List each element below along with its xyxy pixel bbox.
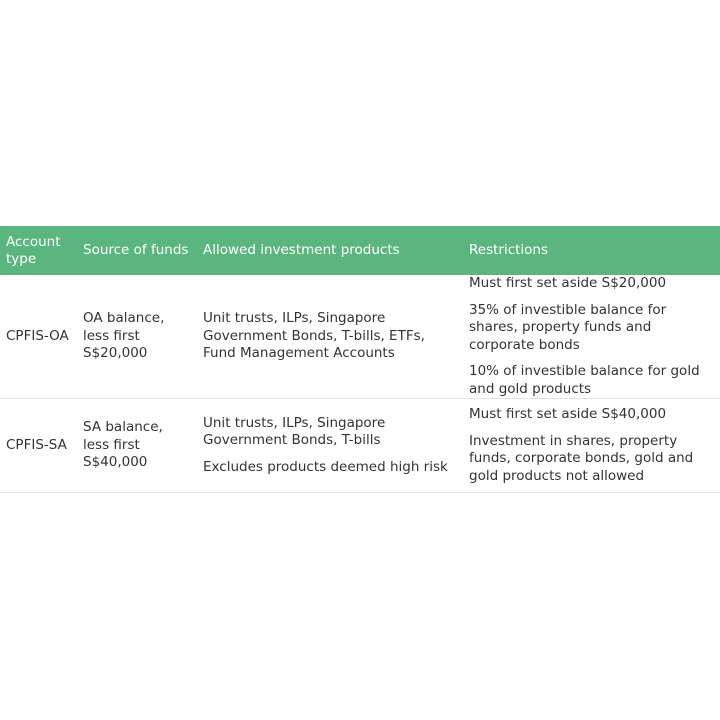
cpfis-comparison-table xyxy=(0,226,720,493)
restriction-item: 35% of investible balance for shares, property funds and corporate bonds xyxy=(469,301,667,353)
table-row-cpfis-oa xyxy=(0,275,720,399)
restriction-item: Investment in shares, property funds, corporate bonds, gold and gold products not allowed xyxy=(469,432,694,484)
restriction-item: 10% of investible balance for gold and gold products xyxy=(469,363,700,397)
table-row-cpfis-sa xyxy=(0,399,720,493)
cell-restrictions xyxy=(463,399,720,493)
cell-allowed-products xyxy=(197,275,463,399)
cell-source-of-funds: SA balance, less first S$40,000 xyxy=(77,399,197,493)
header-restrictions: Restrictions xyxy=(469,242,549,258)
cpfis-comparison-table-wrapper xyxy=(0,226,720,493)
cell-source-of-funds: OA balance, less first S$20,000 xyxy=(77,275,197,399)
product-item: Unit trusts, ILPs, Singapore Government Bonds, T-bills, ETFs, Fund Management Accounts xyxy=(203,310,425,362)
product-item: Excludes products deemed high risk xyxy=(203,458,448,475)
table-header xyxy=(0,226,720,275)
table-body xyxy=(0,275,720,493)
cell-account-type: CPFIS-SA xyxy=(0,399,77,493)
restriction-item: Must first set aside S$40,000 xyxy=(469,406,667,422)
cell-restrictions xyxy=(463,275,720,399)
cell-account-type: CPFIS-OA xyxy=(0,275,77,399)
restriction-item: Must first set aside S$20,000 xyxy=(469,275,667,291)
product-item: Unit trusts, ILPs, Singapore Government Bonds, T-bills xyxy=(203,414,386,449)
header-row xyxy=(0,226,720,275)
header-allowed-products: Allowed investment products xyxy=(203,242,400,258)
header-account-type: Account type xyxy=(6,233,61,267)
header-source-of-funds: Source of funds xyxy=(83,242,189,258)
cell-allowed-products xyxy=(197,399,463,493)
